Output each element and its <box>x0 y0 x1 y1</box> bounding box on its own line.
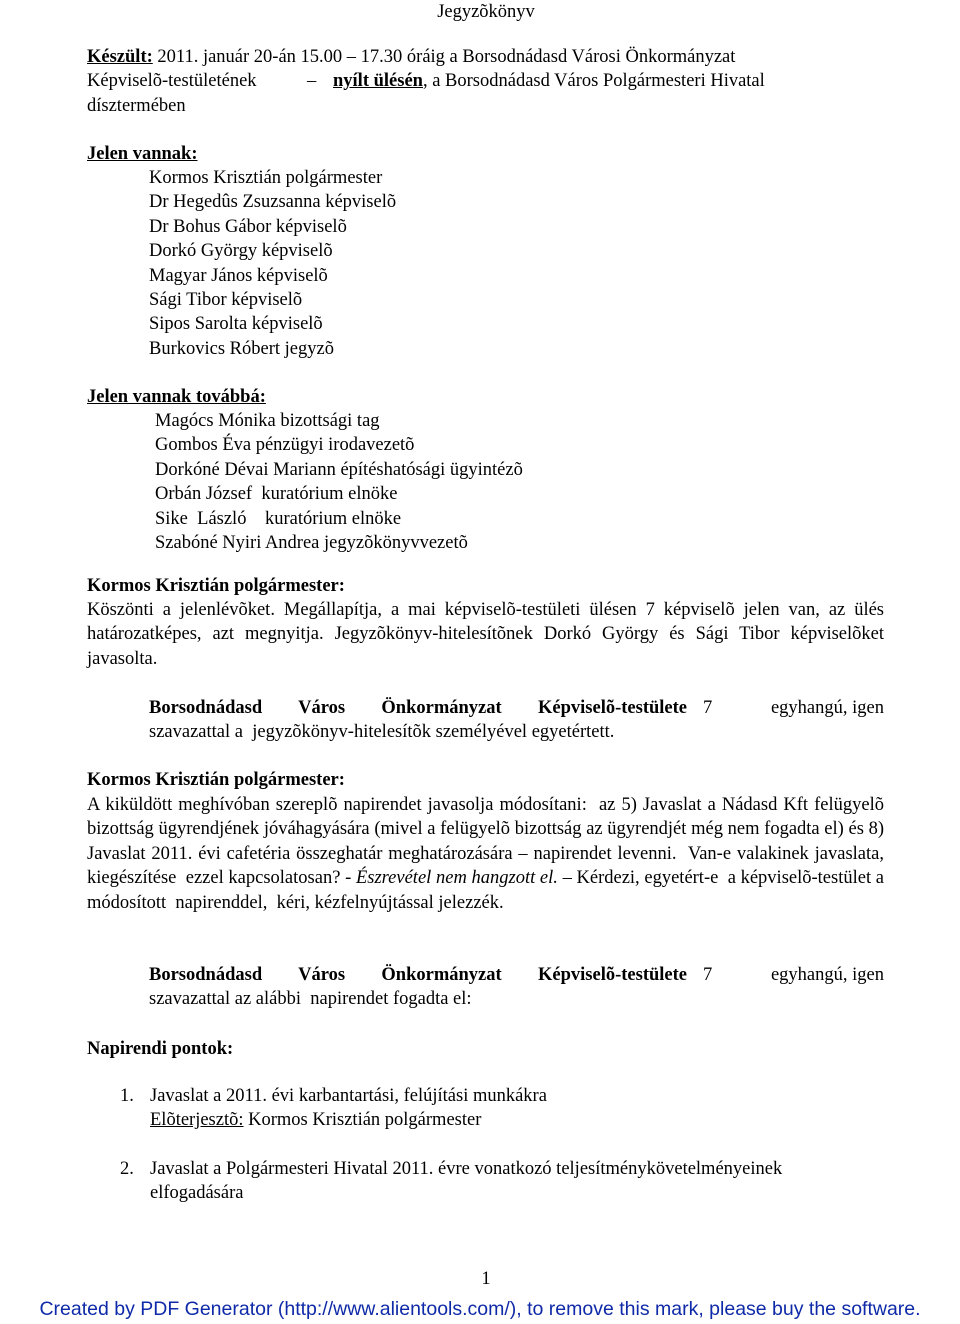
intro-open-session: nyílt ülésén <box>333 71 423 92</box>
decision2-count: 7 <box>703 965 713 985</box>
decision1-vote: egyhangú, igen <box>770 698 884 718</box>
intro-label: Készült: <box>87 47 153 67</box>
intro-line2-end: , a Borsodnádasd Város Polgármesteri Hivatal <box>422 71 765 92</box>
decision2-rest: szavazattal az alábbi napirendet fogadta el: <box>149 989 472 1010</box>
present-item: Burkovics Róbert jegyzõ <box>149 338 334 359</box>
agenda-item <box>0 1084 960 1134</box>
decision2-body: Borsodnádasd Város Önkormányzat Képviselõ-testülete <box>149 965 687 985</box>
present-item: Dr Bohus Gábor képviselõ <box>149 216 347 237</box>
page-number: 1 <box>481 1269 491 1289</box>
present-item: Sági Tibor képviselõ <box>149 289 303 310</box>
decision1 <box>149 696 884 745</box>
decision2 <box>149 963 884 1012</box>
present-list <box>149 166 396 361</box>
agenda-item-text-line1: Javaslat a Polgármesteri Hivatal 2011. évre vonatkozó teljesítménykövetelményeinek <box>150 1159 783 1179</box>
agenda-item <box>0 1157 960 1207</box>
intro-line3: dísztermében <box>87 95 186 116</box>
present-item: Dorkó György képviselõ <box>149 241 333 262</box>
agenda-item-number: 1. <box>120 1086 134 1106</box>
decision1-body: Borsodnádasd Város Önkormányzat Képviselõ-testülete <box>149 698 687 718</box>
speech1-speaker: Kormos Krisztián polgármester: <box>87 576 345 596</box>
speech2-italic: Észrevétel nem hangzott el. <box>355 868 558 889</box>
intro-line2-dash: – <box>307 71 317 92</box>
intro-line2-start: Képviselõ-testületének <box>87 71 257 92</box>
also-present-list <box>155 409 523 555</box>
present-item: Magyar János képviselõ <box>149 265 328 286</box>
speech2-text <box>87 793 889 915</box>
decision1-count: 7 <box>703 698 713 718</box>
also-present-item: Orbán József kuratórium elnöke <box>155 484 398 505</box>
speech1-text: Köszönti a jelenlévõket. Megállapítja, a mai képviselõ-testületi ülésen 7 képviselõ jelen van, az ülés határozatképes, azt megnyitja. Jegyzõkönyv-hitelesítõnek Dorkó György és Sági Tibor képviselõket javasolta. <box>87 600 884 669</box>
presenter-name: Kormos Krisztián polgármester <box>243 1110 482 1131</box>
also-present-item: Sike László kuratórium elnöke <box>155 508 402 529</box>
document-title: Jegyzõkönyv <box>437 2 535 22</box>
agenda-heading: Napirendi pontok: <box>87 1039 234 1059</box>
watermark-footer: Created by PDF Generator (http://www.alientools.com/), to remove this mark, please buy the software. <box>39 1298 921 1320</box>
present-item: Kormos Krisztián polgármester <box>149 168 383 188</box>
present-heading: Jelen vannak: <box>87 144 198 164</box>
agenda-item-text-line2: elfogadására <box>150 1183 244 1204</box>
intro-line1: 2011. január 20-án 15.00 – 17.30 óráig a Borsodnádasd Városi Önkormányzat <box>152 47 736 67</box>
present-item: Dr Hegedûs Zsuzsanna képviselõ <box>149 192 397 213</box>
presenter-label: Elõterjesztõ: <box>150 1110 244 1131</box>
intro-paragraph <box>87 45 884 118</box>
speech2-speaker: Kormos Krisztián polgármester: <box>87 770 345 790</box>
speech2-text-before: A kiküldött meghívóban szereplõ napirendet javasolja módosítani: az 5) Javaslat a Nádasd Kft felügyelõ bizottság ügyrendjének jóváhagyására (mivel a felügyelõ bizottság az ügyrendjét még nem fogadta el) és 8) Javaslat 2011. évi cafetéria összeghatár meghatározására – napirendet levenni. Van-e valakinek javaslata, kiegészítése ezzel kapcsolatosan? - <box>87 795 889 889</box>
also-present-item: Dorkóné Dévai Mariann építéshatósági ügyintézõ <box>155 459 523 480</box>
agenda-item-text: Javaslat a 2011. évi karbantartási, felújítási munkákra <box>150 1086 547 1106</box>
also-present-item: Gombos Éva pénzügyi irodavezetõ <box>155 435 415 456</box>
also-present-item: Szabóné Nyiri Andrea jegyzõkönyvvezetõ <box>155 532 468 553</box>
present-item: Sipos Sarolta képviselõ <box>149 314 323 335</box>
also-present-heading: Jelen vannak továbbá: <box>87 387 266 407</box>
agenda-item-number: 2. <box>120 1159 134 1179</box>
also-present-item: Magócs Mónika bizottsági tag <box>155 411 380 431</box>
decision2-vote: egyhangú, igen <box>770 965 884 985</box>
decision1-rest: szavazattal a jegyzõkönyv-hitelesítõk személyével egyetértett. <box>149 722 615 743</box>
speech2-text-after: – Kérdezi, egyetért-e a képviselõ-testület a módosított napirenddel, kéri, kézfelnyújtással jelezzék. <box>87 868 889 913</box>
